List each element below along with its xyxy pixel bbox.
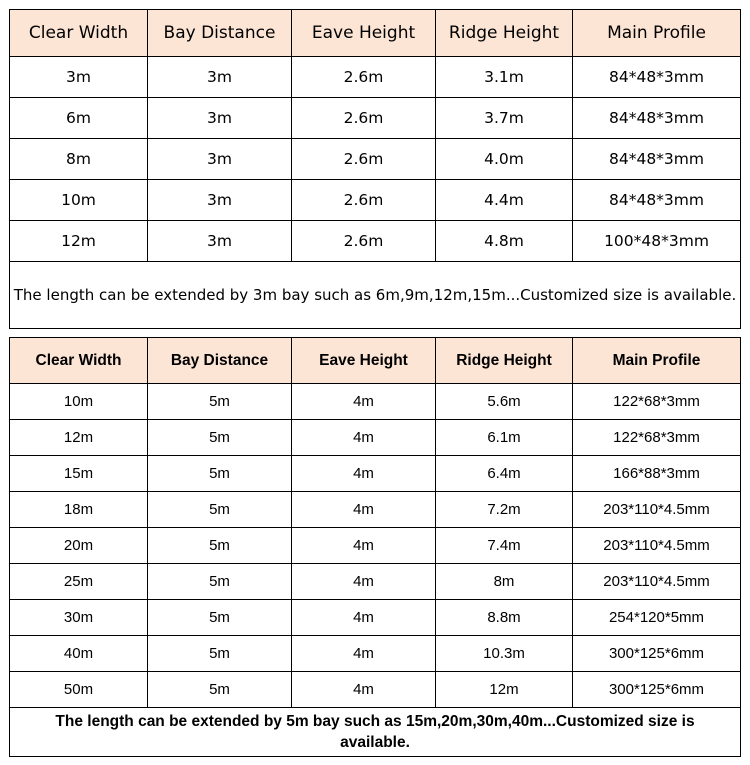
cell-eave-height: 2.6m: [292, 139, 436, 180]
cell-main-profile: 100*48*3mm: [573, 221, 741, 262]
cell-bay-distance: 3m: [148, 180, 292, 221]
table-header-row: [10, 338, 741, 384]
cell-ridge-height: 4.0m: [436, 139, 573, 180]
table-row: [10, 636, 741, 672]
table-row: [10, 600, 741, 636]
cell-main-profile: 122*68*3mm: [573, 420, 741, 456]
cell-main-profile: 166*88*3mm: [573, 456, 741, 492]
cell-ridge-height: 12m: [436, 672, 573, 708]
table-row: [10, 564, 741, 600]
cell-clear-width: 6m: [10, 98, 148, 139]
cell-clear-width: 8m: [10, 139, 148, 180]
specs-table-3m-bay: [9, 9, 741, 329]
cell-ridge-height: 6.1m: [436, 420, 573, 456]
cell-bay-distance: 5m: [148, 456, 292, 492]
cell-bay-distance: 5m: [148, 420, 292, 456]
note-row: [10, 262, 741, 329]
cell-main-profile: 300*125*6mm: [573, 636, 741, 672]
cell-ridge-height: 3.1m: [436, 57, 573, 98]
cell-bay-distance: 5m: [148, 564, 292, 600]
table-row: [10, 528, 741, 564]
cell-ridge-height: 8m: [436, 564, 573, 600]
cell-ridge-height: 10.3m: [436, 636, 573, 672]
table-row: [10, 672, 741, 708]
cell-main-profile: 84*48*3mm: [573, 180, 741, 221]
cell-bay-distance: 3m: [148, 98, 292, 139]
cell-bay-distance: 5m: [148, 636, 292, 672]
note-row: [10, 708, 741, 757]
header-clear-width: Clear Width: [10, 10, 148, 57]
cell-clear-width: 50m: [10, 672, 148, 708]
table-note: The length can be extended by 3m bay such as 6m,9m,12m,15m...Customized size is available.: [10, 262, 741, 329]
cell-bay-distance: 5m: [148, 528, 292, 564]
header-ridge-height: Ridge Height: [436, 10, 573, 57]
cell-eave-height: 4m: [292, 420, 436, 456]
table-row: [10, 420, 741, 456]
table-row: [10, 98, 741, 139]
cell-ridge-height: 3.7m: [436, 98, 573, 139]
cell-eave-height: 4m: [292, 600, 436, 636]
specs-table-5m-bay: [9, 337, 741, 757]
cell-eave-height: 2.6m: [292, 180, 436, 221]
cell-main-profile: 254*120*5mm: [573, 600, 741, 636]
header-main-profile: Main Profile: [573, 10, 741, 57]
cell-bay-distance: 3m: [148, 139, 292, 180]
table-header-row: [10, 10, 741, 57]
cell-eave-height: 4m: [292, 384, 436, 420]
header-bay-distance: Bay Distance: [148, 10, 292, 57]
cell-clear-width: 12m: [10, 420, 148, 456]
cell-clear-width: 20m: [10, 528, 148, 564]
cell-clear-width: 3m: [10, 57, 148, 98]
table-row: [10, 492, 741, 528]
cell-main-profile: 203*110*4.5mm: [573, 492, 741, 528]
header-eave-height: Eave Height: [292, 338, 436, 384]
cell-clear-width: 25m: [10, 564, 148, 600]
cell-bay-distance: 3m: [148, 57, 292, 98]
header-clear-width: Clear Width: [10, 338, 148, 384]
cell-ridge-height: 6.4m: [436, 456, 573, 492]
header-eave-height: Eave Height: [292, 10, 436, 57]
cell-main-profile: 84*48*3mm: [573, 98, 741, 139]
cell-eave-height: 2.6m: [292, 98, 436, 139]
table-note: The length can be extended by 5m bay such as 15m,20m,30m,40m...Customized size is available.: [10, 708, 741, 757]
table-body: [10, 384, 741, 708]
cell-clear-width: 30m: [10, 600, 148, 636]
cell-ridge-height: 4.4m: [436, 180, 573, 221]
cell-main-profile: 203*110*4.5mm: [573, 564, 741, 600]
cell-ridge-height: 7.4m: [436, 528, 573, 564]
cell-eave-height: 2.6m: [292, 57, 436, 98]
cell-eave-height: 4m: [292, 564, 436, 600]
cell-eave-height: 4m: [292, 492, 436, 528]
header-bay-distance: Bay Distance: [148, 338, 292, 384]
table-row: [10, 139, 741, 180]
cell-eave-height: 4m: [292, 528, 436, 564]
cell-bay-distance: 5m: [148, 672, 292, 708]
cell-eave-height: 4m: [292, 636, 436, 672]
cell-main-profile: 84*48*3mm: [573, 57, 741, 98]
cell-eave-height: 2.6m: [292, 221, 436, 262]
cell-bay-distance: 5m: [148, 384, 292, 420]
cell-clear-width: 10m: [10, 384, 148, 420]
table-row: [10, 180, 741, 221]
cell-clear-width: 12m: [10, 221, 148, 262]
cell-main-profile: 203*110*4.5mm: [573, 528, 741, 564]
cell-ridge-height: 4.8m: [436, 221, 573, 262]
header-ridge-height: Ridge Height: [436, 338, 573, 384]
cell-ridge-height: 5.6m: [436, 384, 573, 420]
cell-bay-distance: 5m: [148, 492, 292, 528]
table-row: [10, 57, 741, 98]
cell-eave-height: 4m: [292, 456, 436, 492]
cell-bay-distance: 3m: [148, 221, 292, 262]
cell-ridge-height: 7.2m: [436, 492, 573, 528]
cell-clear-width: 15m: [10, 456, 148, 492]
cell-clear-width: 18m: [10, 492, 148, 528]
cell-clear-width: 40m: [10, 636, 148, 672]
table-row: [10, 221, 741, 262]
cell-eave-height: 4m: [292, 672, 436, 708]
cell-main-profile: 300*125*6mm: [573, 672, 741, 708]
cell-ridge-height: 8.8m: [436, 600, 573, 636]
table-row: [10, 456, 741, 492]
table-body: [10, 57, 741, 262]
cell-main-profile: 84*48*3mm: [573, 139, 741, 180]
cell-bay-distance: 5m: [148, 600, 292, 636]
cell-main-profile: 122*68*3mm: [573, 384, 741, 420]
table-row: [10, 384, 741, 420]
header-main-profile: Main Profile: [573, 338, 741, 384]
cell-clear-width: 10m: [10, 180, 148, 221]
